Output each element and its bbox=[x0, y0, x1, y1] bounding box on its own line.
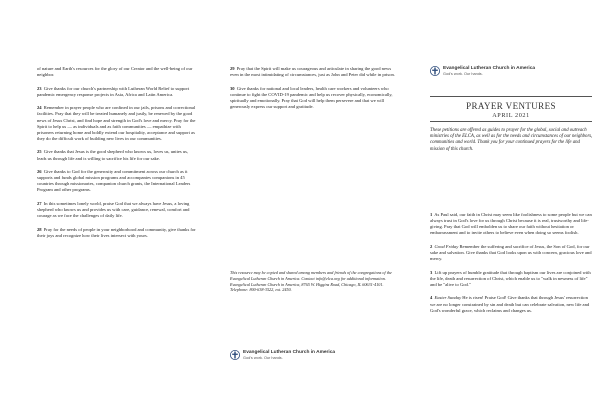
petition-text: of nature and Earth's resources for the glory of our Creator and the well-being of our neighbor. bbox=[37, 66, 193, 78]
elca-logo-bottom bbox=[230, 350, 335, 360]
petition-4 bbox=[430, 295, 593, 313]
page-subtitle: APRIL 2021 bbox=[492, 112, 530, 119]
petition-list bbox=[430, 212, 593, 321]
petition-number: 26 bbox=[37, 169, 42, 175]
petition-text: Give thanks for our church's partnership with Lutheran World Relief to support pandemic emergency response projects in Asia, Africa and Latin America. bbox=[37, 85, 190, 97]
petition-text: In this sometimes lonely world, praise God that we always have Jesus, a loving shepherd who knows us and provides us with care, guidance, renewal, comfort and courage as we face the challenges of daily life. bbox=[37, 201, 190, 219]
petition-number: 3 bbox=[430, 269, 433, 275]
petition-25 bbox=[37, 149, 196, 161]
organization-tagline: God's work. Our hands. bbox=[243, 355, 283, 360]
petition-text: As Paul said, our faith in Christ may seem like foolishness to some people but we can always trust in God's love for us through Christ because it is real, trustworthy and life-giving. Pray that God will embolden us to share our faith without hesitation or embarrassment and to invite others to believe even when doing so seems foolish. bbox=[430, 212, 592, 236]
petition-number: 23 bbox=[37, 85, 42, 91]
petition-text: Remember the suffering and sacrifice of Jesus, the Son of God, for our sake and salvation. Give thanks that God looks upon us with concern, gracious love and mercy. bbox=[430, 243, 592, 262]
organization-tagline: God's work. Our hands. bbox=[443, 71, 483, 76]
petition-text: He is risen! Praise God! Give thanks that through Jesus' resurrection we are no longer constrained by sin and death but can celebrate salvation, new life and God's wonderful grace, which reclaims and changes us. bbox=[430, 295, 590, 313]
petition-27 bbox=[37, 201, 196, 219]
petition-number: 2 bbox=[430, 243, 433, 249]
petition-number: 28 bbox=[37, 226, 42, 232]
petition-23 bbox=[37, 86, 196, 98]
petition-text: Pray that the Spirit will make us courageous and articulate in sharing the good news even in the most intimidating of circumstances, just as John and Peter did while in prison. bbox=[230, 66, 395, 78]
petition-continued bbox=[37, 66, 196, 78]
petition-occasion: Easter Sunday bbox=[434, 295, 462, 301]
elca-logo-top bbox=[430, 66, 535, 76]
page-title: PRAYER VENTURES bbox=[466, 101, 556, 111]
petition-text: Lift up prayers of humble gratitude that through baptism our lives are conjoined with the life, death and resurrection of Christ, which enable us to "walk in newness of life" and be "alive to God." bbox=[430, 269, 591, 287]
petition-text: Give thanks for national and local leaders, health care workers and volunteers who continue to fight the COVID-19 pandemic and help us recover physically, economically, spiritually and emotionally. Pray that God will help them persevere and that we will generously express our support and gratitude. bbox=[230, 85, 393, 109]
petition-24 bbox=[37, 105, 196, 142]
petition-28 bbox=[37, 227, 196, 239]
petition-30 bbox=[230, 86, 396, 110]
usage-disclaimer: This resource may be copied and shared among members and friends of the congregations of the Evangelical Lutheran Church in America. Contact info@elca.org for additional information. Evangelical Lutheran Church in America, 8765 W. Higgins Road, Chicago, IL 60631-4101. Telephone: 800-638-3522, ext. 2450. bbox=[230, 270, 392, 293]
petition-29 bbox=[230, 66, 396, 78]
petition-number: 25 bbox=[37, 149, 42, 155]
petition-26 bbox=[37, 169, 196, 193]
petition-number: 30 bbox=[230, 85, 235, 91]
intro-paragraph: These petitions are offered as guides to prayer for the global, social and outreach ministries of the ELCA, as well as for the needs and circumstances of our neighbors, communities and world. Thank you for your continued prayers for the life and mission of this church. bbox=[430, 128, 593, 152]
organization-name: Evangelical Lutheran Church in America bbox=[443, 66, 536, 71]
petition-text: Remember in prayer people who are confined in our jails, prisons and correctional facilities. Pray that they will be treated humanely and justly, be renewed by the good news of Jesus Christ, and find hope and strength in God's love and mercy. Pray for the Spirit to help us — as individuals and as faith communities — empathize with prisoners returning home and boldly extend our hospitality, acceptance and support as they do the difficult work of building new lives in our communities. bbox=[37, 105, 196, 141]
elca-cross-icon bbox=[430, 66, 440, 76]
petition-text: Give thanks that Jesus is the good shepherd who knows us, loves us, unites us, leads us through life and is willing to sacrifice his life for our sake. bbox=[37, 149, 189, 161]
petition-text: Pray for the needs of people in your neighborhood and community, give thanks for their joys and recognize how their lives intersect with yours. bbox=[37, 226, 196, 238]
petition-2 bbox=[430, 244, 593, 262]
title-divider bbox=[430, 96, 592, 97]
page-column-left bbox=[0, 0, 200, 400]
organization-name: Evangelical Lutheran Church in America bbox=[243, 350, 336, 355]
petition-number: 27 bbox=[37, 201, 42, 206]
petition-number: 29 bbox=[230, 66, 235, 71]
petition-number: 1 bbox=[430, 212, 433, 217]
title-divider bbox=[430, 121, 592, 122]
petition-1 bbox=[430, 212, 593, 236]
petition-3 bbox=[430, 270, 593, 288]
petition-number: 4 bbox=[430, 295, 433, 301]
petition-number: 24 bbox=[37, 105, 42, 111]
page-column-middle bbox=[200, 0, 400, 400]
petition-occasion: Good Friday bbox=[434, 243, 459, 249]
elca-cross-icon bbox=[230, 350, 240, 360]
title-block bbox=[430, 96, 592, 122]
petition-text: Give thanks to God for the generosity and commitment across our church as it supports and funds global mission programs and accompanies companions in 45 countries through missionaries, companion church grants, the International Leaders Program and other programs. bbox=[37, 169, 191, 193]
